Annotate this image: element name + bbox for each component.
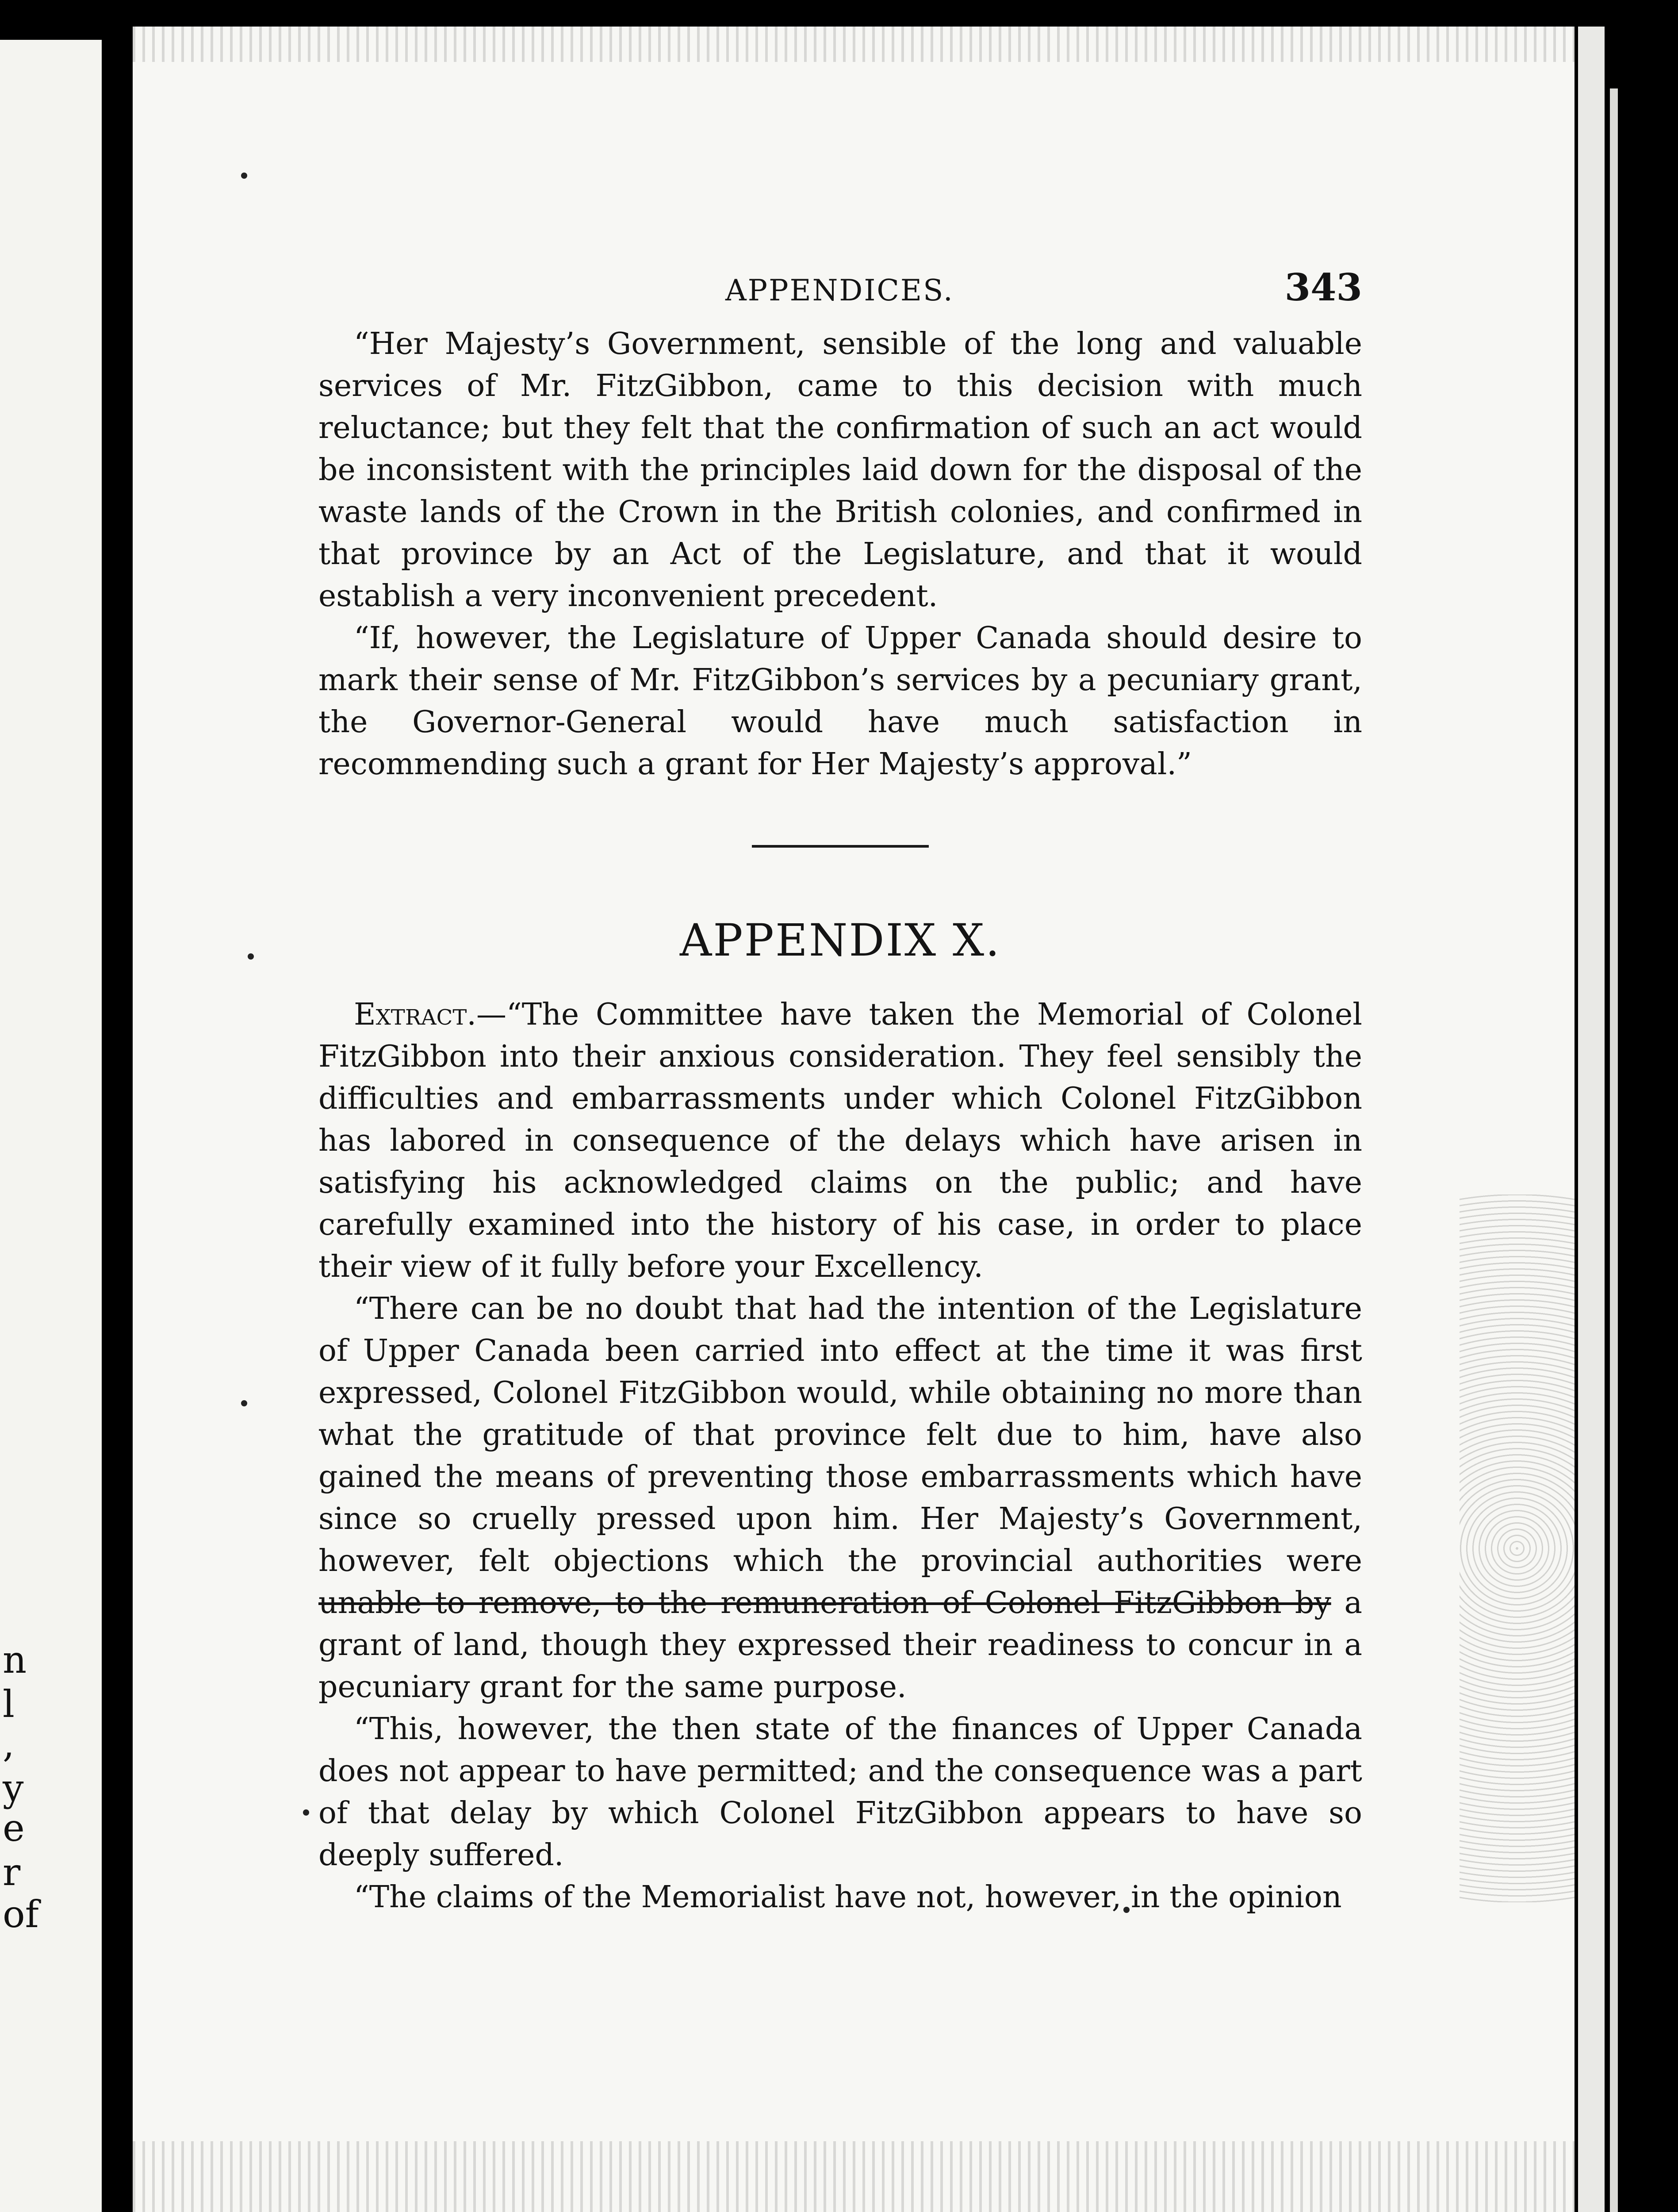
scan-speck — [241, 173, 247, 179]
adjacent-page-fragment: , — [3, 1722, 15, 1766]
paragraph-claims: “The claims of the Memorialist have not, however, in the opinion — [354, 1880, 1342, 1915]
scan-speck — [303, 1809, 309, 1816]
page-text — [318, 265, 1362, 1918]
scan-speck — [241, 1400, 247, 1406]
extract-label: Extract. — [354, 997, 476, 1032]
scan-noise-top — [133, 27, 1583, 62]
adjacent-page-fragment: y — [3, 1767, 24, 1810]
paragraph-finances: “This, however, the then state of the finances of Upper Canada does not appear to have permitted; and the consequence was a part of that delay by which Colonel FitzGibbon appears to have so deeply suffered. — [318, 1712, 1362, 1873]
scan-noise-bottom — [133, 2141, 1583, 2212]
scan-noise-right — [1460, 1194, 1575, 1902]
adjacent-page-fragment: n — [3, 1638, 27, 1682]
adjacent-page-fragment: e — [3, 1806, 25, 1850]
paragraph-extract — [318, 994, 1362, 1288]
struck-through-text: unable to remove, to the remuneration of Colonel FitzGibbon by — [318, 1586, 1331, 1621]
paragraph-government-decision: “Her Majesty’s Government, sensible of the long and valuable services of Mr. FitzGibbon, came to this decision with much reluctance; but they felt that the confirmation of such an act would be inconsistent with the principles laid down for the disposal of the waste lands of the Crown in the British colonies, and confirmed in that province by an Act of the Legislature, and that it would establish a very inconvenient precedent. — [318, 326, 1362, 614]
page-right-edge-inner — [1610, 88, 1618, 2212]
running-head: APPENDICES. — [725, 273, 954, 307]
paragraph-no-doubt-continued: a grant of land, though they expressed their readiness to concur in a pecuniary grant for the same purpose. — [318, 1586, 1362, 1705]
adjacent-page-fragment: l — [3, 1682, 15, 1726]
adjacent-page-fragment: of — [3, 1893, 39, 1936]
page-header — [318, 265, 1362, 323]
adjacent-page-fragment: r — [3, 1851, 21, 1894]
paragraph-no-doubt-text: “There can be no doubt that had the intention of the Legislature of Upper Canada been carried into effect at the time it was first expressed, Colonel FitzGibbon would, while obtaining no more than what the gratitude of that province felt due to him, have also gained the means of preventing those embarrassments which have since so cruelly pressed upon him. Her Majesty’s Government, however, felt objections which the provincial authorities were — [318, 1291, 1362, 1578]
page-right-edge — [1575, 27, 1605, 2212]
paragraph-pecuniary-grant: “If, however, the Legislature of Upper Canada should desire to mark their sense of Mr. FitzGibbon’s services by a pecuniary grant, the Governor-General would have much satisfaction in recommending such a grant for Her Majesty’s approval.” — [318, 621, 1362, 782]
paragraph-no-doubt — [318, 1288, 1362, 1708]
appendix-title: APPENDIX X. — [680, 914, 1001, 966]
scan-speck — [248, 953, 254, 960]
page-number: 343 — [1284, 265, 1362, 309]
section-divider — [752, 845, 929, 848]
extract-text: —“The Committee have taken the Memorial of Colonel FitzGibbon into their anxious consideration. They feel sensibly the difficulties and embarrassments under which Colonel FitzGibbon has labored in consequence of the delays which have arisen in satisfying his acknowledged claims on the public; and have carefully examined into the history of his case, in order to place their view of it fully before your Excellency. — [318, 997, 1362, 1284]
adjacent-page-strip — [0, 40, 102, 2212]
